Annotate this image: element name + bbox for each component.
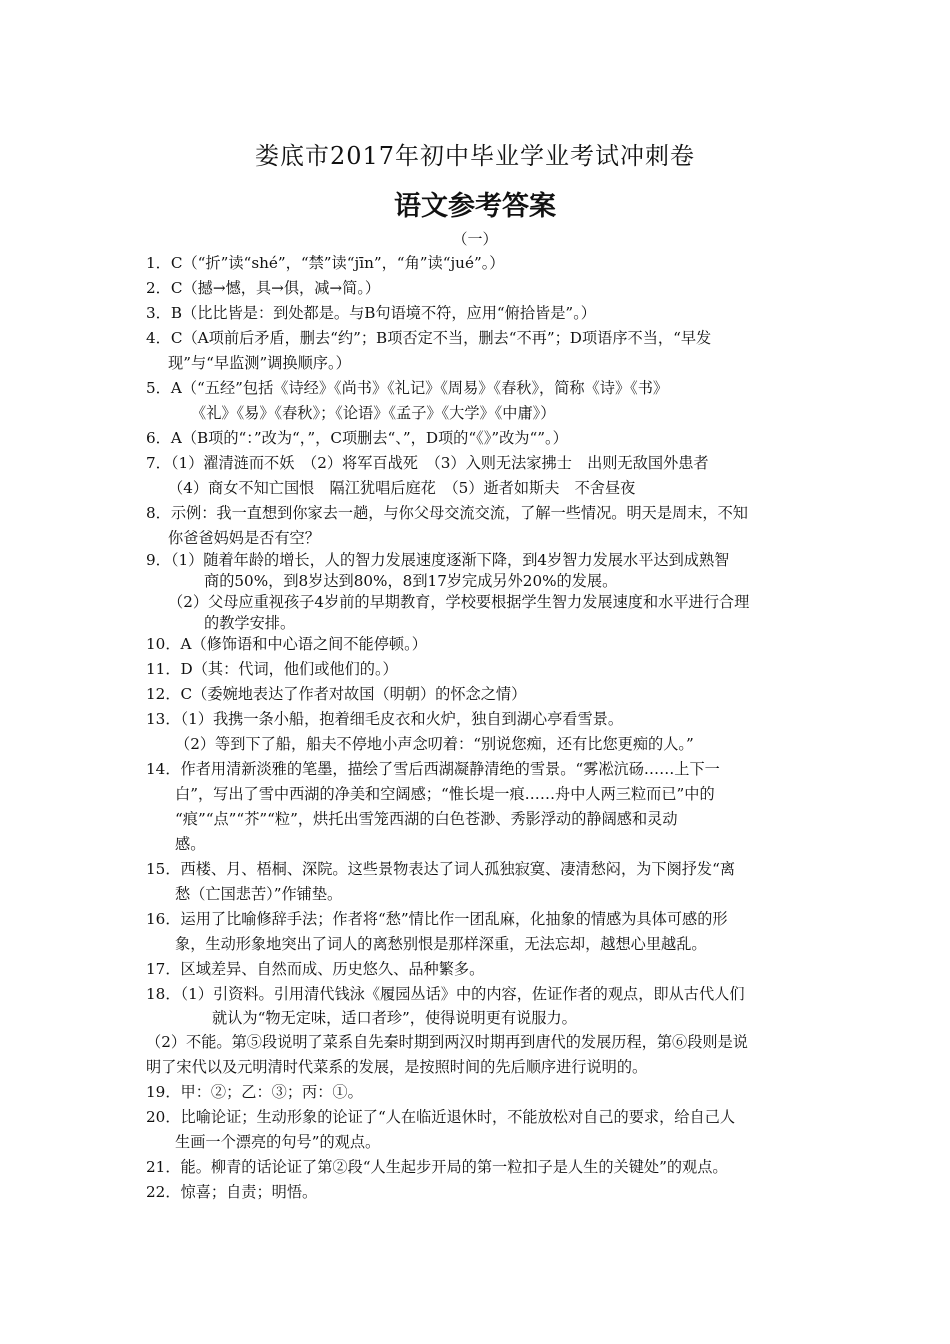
answer-line: 17．区域差异、自然而成、历史悠久、品种繁多。 (146, 960, 485, 978)
answer-line: 14．作者用清新淡雅的笔墨，描绘了雪后西湖凝静清绝的雪景。“雾凇沆砀……上下一 (146, 760, 720, 778)
answer-line: 9．（1）随着年龄的增长，人的智力发展速度逐渐下降，到4岁智力发展水平达到成熟智 (146, 551, 730, 569)
answer-line: 7．（1）濯清涟而不妖 （2）将军百战死 （3）入则无法家拂士 出则无敌国外患者 (146, 454, 709, 472)
answer-line: “痕”“点”“芥”“粒”，烘托出雪笼西湖的白色苍渺、秀影浮动的静阔感和灵动 (175, 810, 678, 828)
answer-line: 22．惊喜；自责；明悟。 (146, 1183, 318, 1201)
answer-line: 18．（1）引资料。引用清代钱泳《履园丛话》中的内容，佐证作者的观点，即从古代人们 (146, 985, 745, 1003)
answer-line: （2）不能。第⑤段说明了菜系自先秦时期到两汉时期再到唐代的发展历程，第⑥段则是说 (146, 1033, 748, 1051)
answer-line: 生画一个漂亮的句号”的观点。 (175, 1133, 381, 1151)
answer-line: （2）父母应重视孩子4岁前的早期教育，学校要根据学生智力发展速度和水平进行合理 (168, 593, 750, 611)
answer-line: 15．西楼、月、梧桐、深院。这些景物表达了词人孤独寂寞、凄清愁闷，为下阕抒发“离 (146, 860, 736, 878)
answer-line: 19．甲：②；乙：③；丙：①。 (146, 1083, 363, 1101)
answer-line: 就认为“物无定味，适口者珍”，使得说明更有说服力。 (212, 1009, 577, 1027)
answer-line: 4．C（A项前后矛盾，删去“约”；B项否定不当，删去“不再”；D项语序不当，“早发 (146, 329, 712, 347)
section-number: （一） (452, 230, 498, 248)
answer-line: 商的50%，到8岁达到80%，8到17岁完成另外20%的发展。 (204, 572, 618, 590)
answer-line: 《礼》《易》《春秋》；《论语》《孟子》《大学》《中庸》） (191, 404, 556, 422)
answer-line: 21．能。柳青的话论证了第②段“人生起步开局的第一粒扣子是人生的关键处”的观点。 (146, 1158, 728, 1176)
answer-line: 你爸爸妈妈是否有空？ (168, 529, 320, 547)
answer-line: 3．B（比比皆是：到处都是。与B句语境不符，应用“俯拾皆是”。） (146, 304, 596, 322)
answer-line: 12．C（委婉地表达了作者对故国（明朝）的怀念之情） (146, 685, 527, 703)
exam-title: 娄底市2017年初中毕业学业考试冲刺卷 (254, 142, 696, 170)
answer-line: 5．A（“五经”包括《诗经》《尚书》《礼记》《周易》《春秋》，简称《诗》《书》 (146, 379, 669, 397)
answer-line: 现”与“早监测”调换顺序。） (168, 354, 351, 372)
answer-line: 1．C（“折”读“shé”，“禁”读“jīn”，“角”读“jué”。） (146, 254, 505, 272)
answer-line: 16．运用了比喻修辞手法；作者将“愁”情比作一团乱麻，化抽象的情感为具体可感的形 (146, 910, 728, 928)
answer-key-heading: 语文参考答案 (394, 191, 556, 222)
answer-line: 8．示例：我一直想到你家去一趟，与你父母交流交流，了解一些情况。明天是周末，不知 (146, 504, 748, 522)
answer-line: 20．比喻论证；生动形象的论证了“人在临近退休时，不能放松对自己的要求，给自己人 (146, 1108, 736, 1126)
answer-line: （4）商女不知亡国恨 隔江犹唱后庭花 （5）逝者如斯夫 不舍昼夜 (168, 479, 636, 497)
answer-line: 白”，写出了雪中西湖的净美和空阔感；“惟长堤一痕……舟中人两三粒而已”中的 (175, 785, 715, 803)
answer-line: （2）等到下了船，船夫不停地小声念叨着：“别说您痴，还有比您更痴的人。” (175, 735, 694, 753)
answer-line: 13．（1）我携一条小船，抱着细毛皮衣和火炉，独自到湖心亭看雪景。 (146, 710, 624, 728)
answer-line: 10．A（修饰语和中心语之间不能停顿。） (146, 635, 427, 653)
answer-line: 愁（亡国悲苦）”作铺垫。 (175, 885, 343, 903)
answer-line: 感。 (175, 835, 206, 853)
answer-line: 明了宋代以及元明清时代菜系的发展，是按照时间的先后顺序进行说明的。 (146, 1058, 648, 1076)
answer-line: 11．D（其：代词，他们或他们的。） (146, 660, 398, 678)
answer-line: 的教学安排。 (204, 614, 296, 632)
answer-line: 6．A（B项的“：”改为“，”，C项删去“、”，D项的“《》”改为“”。） (146, 429, 568, 447)
answer-line: 2．C（撼→憾，具→俱，减→简。） (146, 279, 381, 297)
answer-line: 象，生动形象地突出了词人的离愁别恨是那样深重，无法忘却，越想心里越乱。 (175, 935, 707, 953)
